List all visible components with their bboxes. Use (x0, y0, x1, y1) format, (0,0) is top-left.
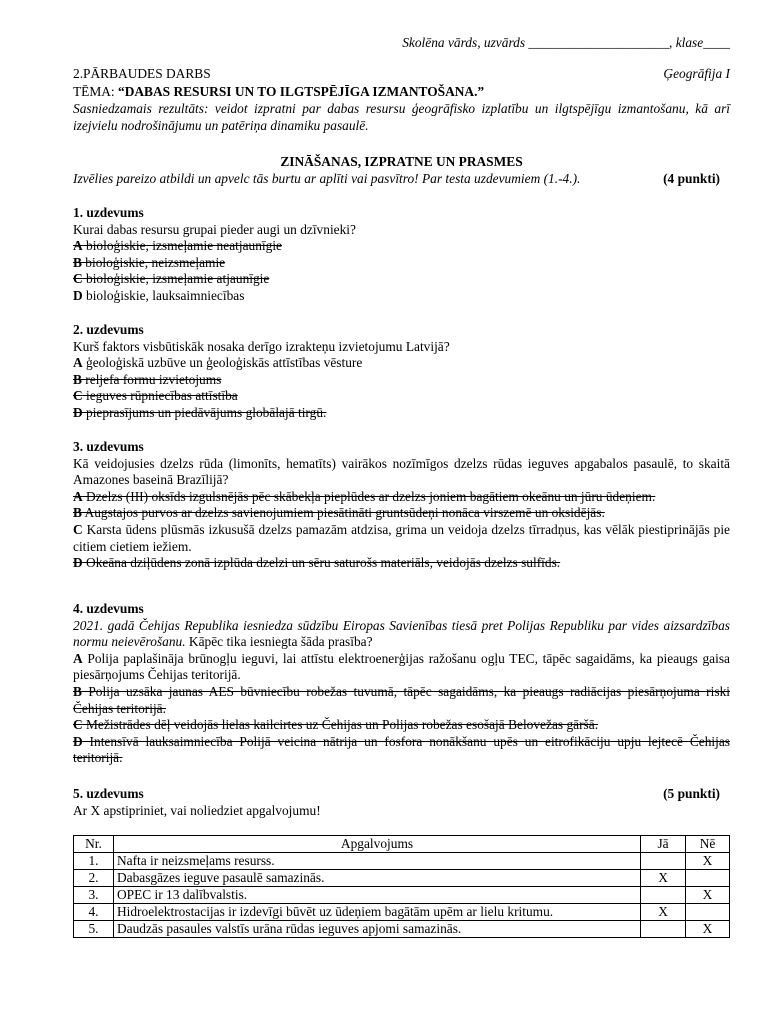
option-d[interactable]: D pieprasījums un piedāvājums globālajā tirgū. (73, 404, 327, 420)
option-c[interactable]: C bioloģiskie, izsmeļamie atjaunīgie (73, 271, 270, 287)
row-no-cell[interactable]: X (686, 921, 730, 938)
task-question: Kurš faktors visbūtiskāk nosaka derīgo izrakteņu izvietojumu Latvijā? (73, 338, 450, 354)
task-5 (73, 786, 730, 819)
theme-line (73, 84, 730, 101)
header-yes: Jā (641, 836, 686, 853)
task-2 (73, 322, 730, 422)
row-statement: Dabasgāzes ieguve pasaulē samazinās. (113, 870, 640, 887)
row-no-cell[interactable] (686, 870, 730, 887)
task-question: Kā veidojusies dzelzs rūda (limonīts, hematīts) vairākos nozīmīgos dzelzs rūdas ieguves apgabalos pasaulē, to skaitā Amazones baseinā Brazīlijā? (73, 455, 730, 488)
row-nr: 1. (74, 853, 114, 870)
table-header-row (74, 836, 730, 853)
row-nr: 4. (74, 904, 114, 921)
section-instruction: Izvēlies pareizo atbildi un apvelc tās burtu ar aplīti vai pasvītro! Par testa uzdevumiem (1.-4.). (73, 171, 581, 186)
option-a[interactable]: A ģeoloģiskā uzbūve un ģeoloģiskās attīstības vēsture (73, 355, 363, 371)
header-no: Nē (686, 836, 730, 853)
task-title: 1. uzdevums (73, 205, 144, 220)
section-instruction-row (73, 171, 730, 188)
task-title: 4. uzdevums (73, 601, 144, 616)
task-question: Kurai dabas resursu grupai pieder augi un dzīvnieki? (73, 221, 356, 237)
section-points: (4 punkti) (663, 171, 720, 186)
option-a[interactable]: A Polija paplašināja brūnogļu ieguvi, lai attīstu elektroenerģijas ražošanu ogļu TEC, tāpēc sagaidāms, ka pieaugs gaisa piesārņojums Čehijas teritorijā. (73, 650, 730, 683)
table-row (74, 921, 730, 938)
option-b[interactable]: B Polija uzsāka jaunas AES būvniecību robežas tuvumā, tāpēc sagaidāms, ka pieaugs radiācijas piesārņojuma riski Čehijas teritorijā. (73, 683, 730, 716)
subject: Ģeogrāfija I (663, 66, 730, 81)
statements-table (73, 835, 730, 938)
option-c[interactable]: C ieguves rūpniecības attīstība (73, 388, 238, 404)
task-instruction: Ar X apstipriniet, vai noliedziet apgalvojumu! (73, 802, 321, 818)
task-points: (5 punkti) (663, 786, 720, 801)
option-d[interactable]: D Okeāna dziļūdens zonā izplūda dzelzi un sēru saturošs materiāls, veidojās dzelzs sulfīds. (73, 555, 561, 571)
table-row (74, 887, 730, 904)
row-no-cell[interactable]: X (686, 853, 730, 870)
row-yes-cell[interactable]: X (641, 904, 686, 921)
header-statement: Apgalvojums (113, 836, 640, 853)
learning-outcome: Sasniedzamais rezultāts: veidot izpratni par dabas resursu ģeogrāfisko izplatību un ilgtspējīgu izmantošanu, kā arī izejvielu nodrošinājumu un patēriņa dinamiku pasaulē. (73, 101, 730, 133)
test-number: 2.PĀRBAUDES DARBS (73, 66, 211, 81)
row-yes-cell[interactable] (641, 921, 686, 938)
row-nr: 2. (74, 870, 114, 887)
section-title: ZINĀŠANAS, IZPRATNE UN PRASMES (280, 154, 523, 169)
option-b[interactable]: B Augstajos purvos ar dzelzs savienojumiem piesātināti gruntsūdeņi nonāca virszemē un oksidējās. (73, 505, 605, 521)
row-yes-cell[interactable]: X (641, 870, 686, 887)
row-no-cell[interactable] (686, 904, 730, 921)
task-question: 2021. gadā Čehijas Republika iesniedza sūdzību Eiropas Savienības tiesā pret Polijas Republiku par vides aizsardzības normu neievērošanu. Kāpēc tika iesniegta šāda prasība? (73, 617, 730, 650)
option-c[interactable]: C Karsta ūdens plūsmās izkusušā dzelzs pamazām atdzisa, grima un veidoja dzelzs tīrradņus, kas vēlāk piestiprinājās pie citiem cietiem iežiem. (73, 521, 730, 554)
row-nr: 3. (74, 887, 114, 904)
task-title: 5. uzdevums (73, 786, 144, 801)
option-d[interactable]: D bioloģiskie, lauksaimniecības (73, 287, 245, 303)
task-title: 3. uzdevums (73, 439, 144, 454)
table-row (74, 870, 730, 887)
row-yes-cell[interactable] (641, 853, 686, 870)
table-row (74, 904, 730, 921)
option-d[interactable]: D Intensīvā lauksaimniecība Polijā veicina nātrija un fosfora nonākšanu upēs un eitrofikāciju upju lejtecē Čehijas teritorijā. (73, 733, 730, 766)
option-a[interactable]: A bioloģiskie, izsmeļamie neatjaunīgie (73, 238, 282, 254)
row-nr: 5. (74, 921, 114, 938)
row-yes-cell[interactable] (641, 887, 686, 904)
option-b[interactable]: B bioloģiskie, neizsmeļamie (73, 254, 226, 270)
row-statement: Nafta ir neizsmeļams resurss. (113, 853, 640, 870)
row-statement: OPEC ir 13 dalībvalstis. (113, 887, 640, 904)
option-a[interactable]: A Dzelzs (III) oksīds izgulsnējās pēc skābekļa pieplūdes ar dzelzs joniem bagātiem okeānu un jūru ūdeņiem. (73, 488, 656, 504)
header-nr: Nr. (74, 836, 114, 853)
task-title: 2. uzdevums (73, 322, 144, 337)
row-no-cell[interactable]: X (686, 887, 730, 904)
option-b[interactable]: B reljefa formu izvietojums (73, 371, 222, 387)
task-3 (73, 439, 730, 572)
row-statement: Hidroelektrostacijas ir izdevīgi būvēt uz ūdeņiem bagātām upēm ar lielu kritumu. (113, 904, 640, 921)
header-row (73, 66, 730, 83)
task-1 (73, 205, 730, 305)
table-row (74, 853, 730, 870)
student-name-line: Skolēna vārds, uzvārds _____________________, klase____ (402, 35, 730, 50)
task-4 (73, 601, 730, 767)
theme-label: TĒMA: (73, 84, 119, 99)
row-statement: Daudzās pasaules valstīs urāna rūdas ieguves apjomi samazinās. (113, 921, 640, 938)
theme-title: “DABAS RESURSI UN TO ILGTSPĒJĪGA IZMANTOŠANA.” (118, 84, 485, 99)
option-c[interactable]: C Mežistrādes dēļ veidojās lielas kailcirtes uz Čehijas un Polijas robežas esošajā Belovežas gāršā. (73, 717, 599, 733)
